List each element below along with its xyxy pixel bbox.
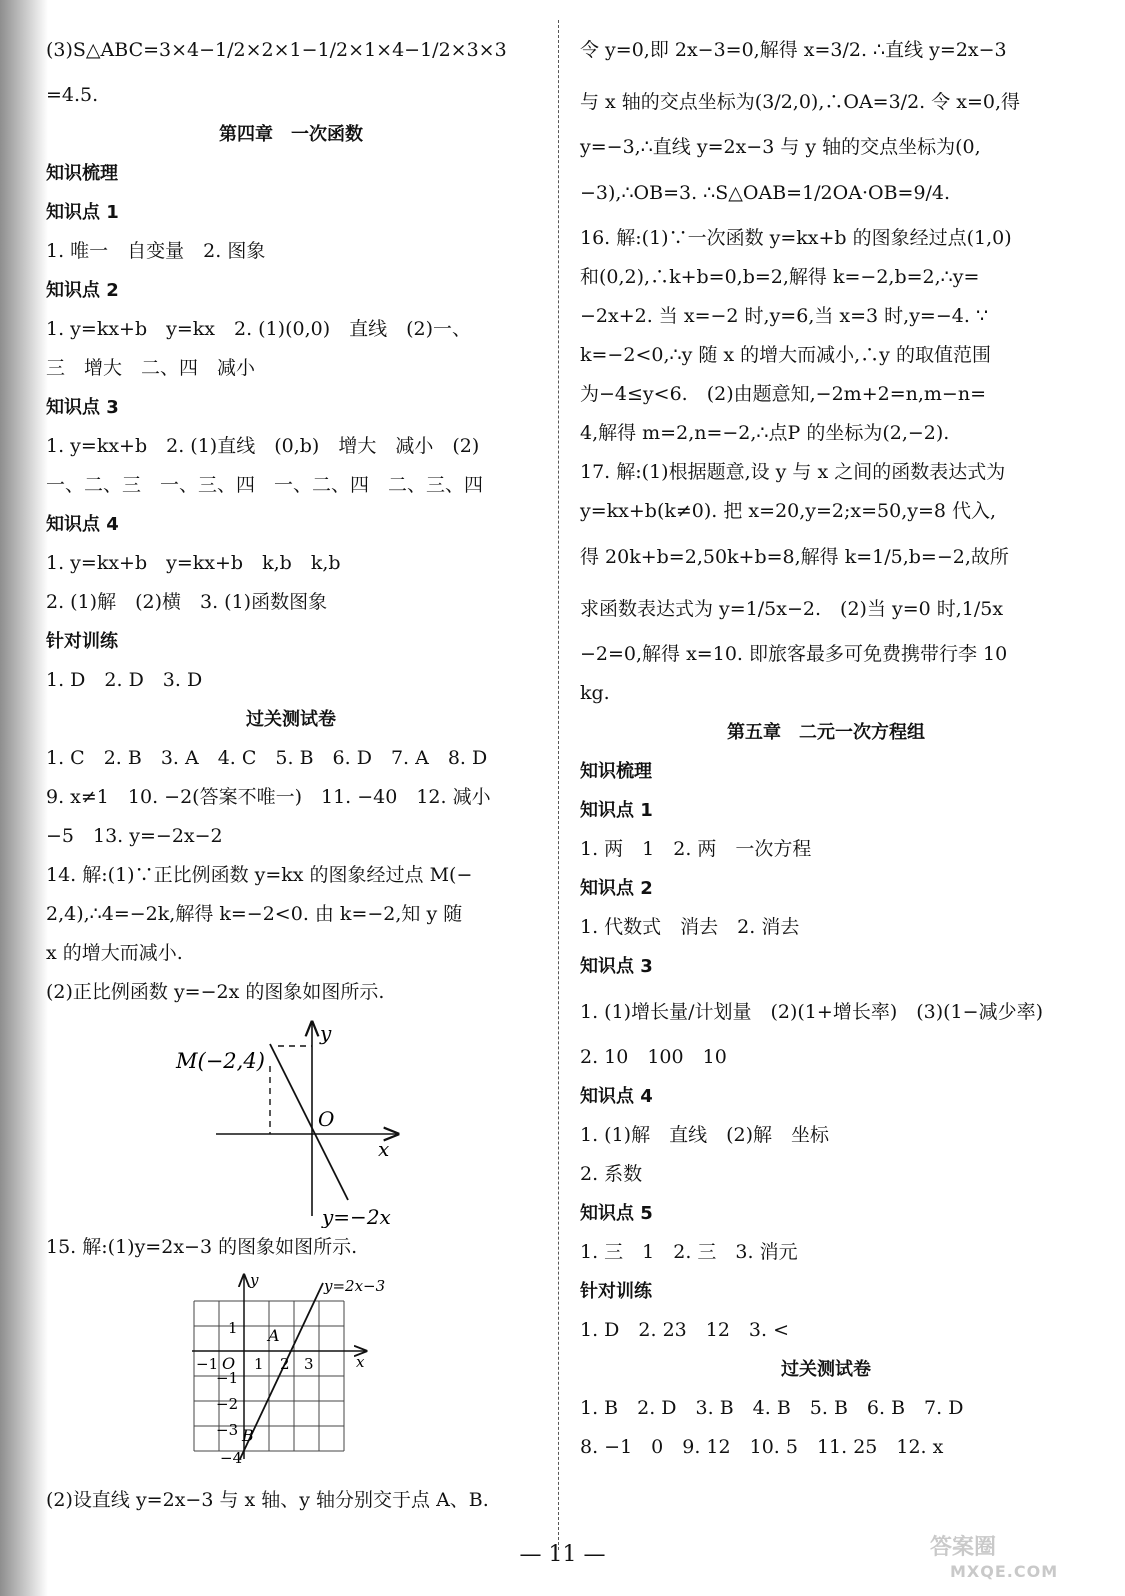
left-line-7: 1. y=kx+b y=kx 2. (1)(0,0) 直线 (2)一、 bbox=[46, 318, 472, 340]
left-text-block bbox=[46, 24, 536, 1012]
right-line-12: 得 20k+b=2,50k+b=8,解得 k=1/5,b=−2,故所 bbox=[580, 546, 1009, 568]
right-line-23: 1. (1)增长量/计划量 (2)(1+增长率) (3)(1−减少率) bbox=[580, 1001, 1043, 1023]
fig2-x-tick-1: 1 bbox=[254, 1355, 264, 1373]
figure-line-y-neg2x bbox=[166, 1016, 526, 1228]
right-line-18: 知识点 1 bbox=[580, 800, 653, 821]
right-line-8: 为−4≤y<6. (2)由题意知,−2m+2=n,m−n= bbox=[580, 383, 986, 405]
fig1-line-label: y=−2x bbox=[322, 1205, 391, 1228]
right-line-2: y=−3,∴直线 y=2x−3 与 y 轴的交点坐标为(0, bbox=[580, 136, 981, 158]
fig1-origin-label: O bbox=[318, 1107, 335, 1131]
right-line-6: −2x+2. 当 x=−2 时,y=6,当 x=3 时,y=−4. ∵ bbox=[580, 305, 989, 327]
fig2-y-label: y bbox=[250, 1271, 259, 1289]
right-line-20: 知识点 2 bbox=[580, 878, 653, 899]
right-line-32: 过关测试卷 bbox=[781, 1359, 871, 1380]
left-line-2: 第四章 一次函数 bbox=[219, 124, 363, 145]
fig2-x-tick-3: 3 bbox=[304, 1355, 314, 1373]
right-line-10: 17. 解:(1)根据题意,设 y 与 x 之间的函数表达式为 bbox=[580, 461, 1006, 483]
left-line-6: 知识点 2 bbox=[46, 280, 119, 301]
fig2-point-b: B bbox=[242, 1426, 254, 1445]
right-line-33: 1. B 2. D 3. B 4. B 5. B 6. B 7. D bbox=[580, 1397, 964, 1419]
right-line-34: 8. −1 0 9. 12 10. 5 11. 25 12. x bbox=[580, 1436, 944, 1458]
left-column bbox=[46, 24, 536, 1520]
right-line-15: kg. bbox=[580, 682, 610, 704]
right-line-26: 1. (1)解 直线 (2)解 坐标 bbox=[580, 1124, 829, 1146]
column-divider bbox=[558, 20, 559, 1550]
left-line-1: =4.5. bbox=[46, 84, 99, 106]
left-line-5: 1. 唯一 自变量 2. 图象 bbox=[46, 240, 266, 262]
fig2-x-tick-2: 2 bbox=[280, 1355, 290, 1373]
left-line-9: 知识点 3 bbox=[46, 397, 119, 418]
right-line-25: 知识点 4 bbox=[580, 1086, 653, 1107]
right-line-14: −2=0,解得 x=10. 即旅客最多可免费携带行李 10 bbox=[580, 643, 1008, 665]
right-line-27: 2. 系数 bbox=[580, 1163, 643, 1185]
right-line-21: 1. 代数式 消去 2. 消去 bbox=[580, 916, 800, 938]
right-line-22: 知识点 3 bbox=[580, 956, 653, 977]
right-line-7: k=−2<0,∴y 随 x 的增大而减小,∴y 的取值范围 bbox=[580, 344, 991, 366]
left-line-4: 知识点 1 bbox=[46, 202, 119, 223]
left-line-16: 1. D 2. D 3. D bbox=[46, 669, 203, 691]
left-line-10: 1. y=kx+b 2. (1)直线 (0,b) 增大 减小 (2) bbox=[46, 435, 480, 457]
right-line-11: y=kx+b(k≠0). 把 x=20,y=2;x=50,y=8 代入, bbox=[580, 500, 997, 522]
left-line-17: 过关测试卷 bbox=[246, 709, 336, 730]
q15-line: 15. 解:(1)y=2x−3 的图象如图所示. bbox=[46, 1236, 358, 1258]
left-line-3: 知识梳理 bbox=[46, 163, 118, 184]
right-line-16: 第五章 二元一次方程组 bbox=[727, 722, 925, 743]
right-column bbox=[580, 24, 1072, 1467]
right-line-30: 针对训练 bbox=[580, 1281, 652, 1302]
left-line-0: (3)S△ABC=3×4−1/2×2×1−1/2×1×4−1/2×3×3 bbox=[46, 39, 507, 61]
fig2-y-tick-neg3: −3 bbox=[216, 1421, 239, 1439]
right-line-19: 1. 两 1 2. 两 一次方程 bbox=[580, 838, 812, 860]
left-line-23: x 的增大而减小. bbox=[46, 942, 183, 964]
left-line-18: 1. C 2. B 3. A 4. C 5. B 6. D 7. A 8. D bbox=[46, 747, 488, 769]
fig2-y-tick-neg2: −2 bbox=[216, 1395, 239, 1413]
right-line-4: 16. 解:(1)∵一次函数 y=kx+b 的图象经过点(1,0) bbox=[580, 227, 1012, 249]
right-line-1: 与 x 轴的交点坐标为(3/2,0),∴OA=3/2. 令 x=0,得 bbox=[580, 91, 1021, 113]
right-text-block bbox=[580, 24, 1072, 1467]
page-spine-shadow bbox=[0, 0, 48, 1596]
left-line-22: 2,4),∴4=−2k,解得 k=−2<0. 由 k=−2,知 y 随 bbox=[46, 903, 463, 925]
fig1-line bbox=[270, 1044, 348, 1200]
watermark-logo: 答案圈 bbox=[930, 1535, 997, 1560]
figure-grid-line-2x-3 bbox=[186, 1269, 546, 1481]
fig1-point-label: M(−2,4) bbox=[176, 1049, 265, 1073]
fig1-y-label: y bbox=[320, 1021, 332, 1045]
fig2-line-label: y=2x−3 bbox=[324, 1277, 386, 1295]
page-number: — 11 — bbox=[519, 1542, 606, 1567]
fig2-x-tick-neg1: −1 bbox=[196, 1355, 219, 1373]
left-line-20: −5 13. y=−2x−2 bbox=[46, 825, 223, 847]
fig2-y-tick-1: 1 bbox=[228, 1319, 238, 1337]
watermark-url: MXQE.COM bbox=[950, 1562, 1059, 1581]
right-line-13: 求函数表达式为 y=1/5x−2. (2)当 y=0 时,1/5x bbox=[580, 598, 1004, 620]
left-line-19: 9. x≠1 10. −2(答案不唯一) 11. −40 12. 减小 bbox=[46, 786, 491, 808]
fig2-origin-label: O bbox=[222, 1354, 236, 1373]
left-line-15: 针对训练 bbox=[46, 631, 118, 652]
left-line-14: 2. (1)解 (2)横 3. (1)函数图象 bbox=[46, 591, 328, 613]
left-line-13: 1. y=kx+b y=kx+b k,b k,b bbox=[46, 552, 341, 574]
right-line-28: 知识点 5 bbox=[580, 1203, 653, 1224]
left-line-11: 一、二、三 一、三、四 一、二、四 二、三、四 bbox=[46, 474, 484, 496]
right-line-5: 和(0,2),∴k+b=0,b=2,解得 k=−2,b=2,∴y= bbox=[580, 266, 980, 288]
q15-part2-line: (2)设直线 y=2x−3 与 x 轴、y 轴分别交于点 A、B. bbox=[46, 1489, 489, 1511]
right-line-0: 令 y=0,即 2x−3=0,解得 x=3/2. ∴直线 y=2x−3 bbox=[580, 39, 1007, 61]
right-line-24: 2. 10 100 10 bbox=[580, 1046, 727, 1068]
right-line-29: 1. 三 1 2. 三 3. 消元 bbox=[580, 1241, 798, 1263]
fig1-x-label: x bbox=[378, 1137, 390, 1161]
left-line-12: 知识点 4 bbox=[46, 514, 119, 535]
fig2-y-tick-neg1: −1 bbox=[216, 1369, 239, 1387]
fig2-y-tick-neg4: −4 bbox=[220, 1449, 243, 1467]
left-line-21: 14. 解:(1)∵正比例函数 y=kx 的图象经过点 M(− bbox=[46, 864, 473, 886]
left-line-24: (2)正比例函数 y=−2x 的图象如图所示. bbox=[46, 981, 385, 1003]
right-line-17: 知识梳理 bbox=[580, 761, 652, 782]
right-line-3: −3),∴OB=3. ∴S△OAB=1/2OA·OB=9/4. bbox=[580, 182, 951, 204]
left-line-8: 三 增大 二、四 减小 bbox=[46, 357, 256, 379]
right-line-9: 4,解得 m=2,n=−2,∴点P 的坐标为(2,−2). bbox=[580, 422, 950, 444]
fig2-point-a: A bbox=[268, 1326, 280, 1345]
fig2-x-label: x bbox=[356, 1353, 365, 1371]
right-line-31: 1. D 2. 23 12 3. < bbox=[580, 1319, 790, 1341]
